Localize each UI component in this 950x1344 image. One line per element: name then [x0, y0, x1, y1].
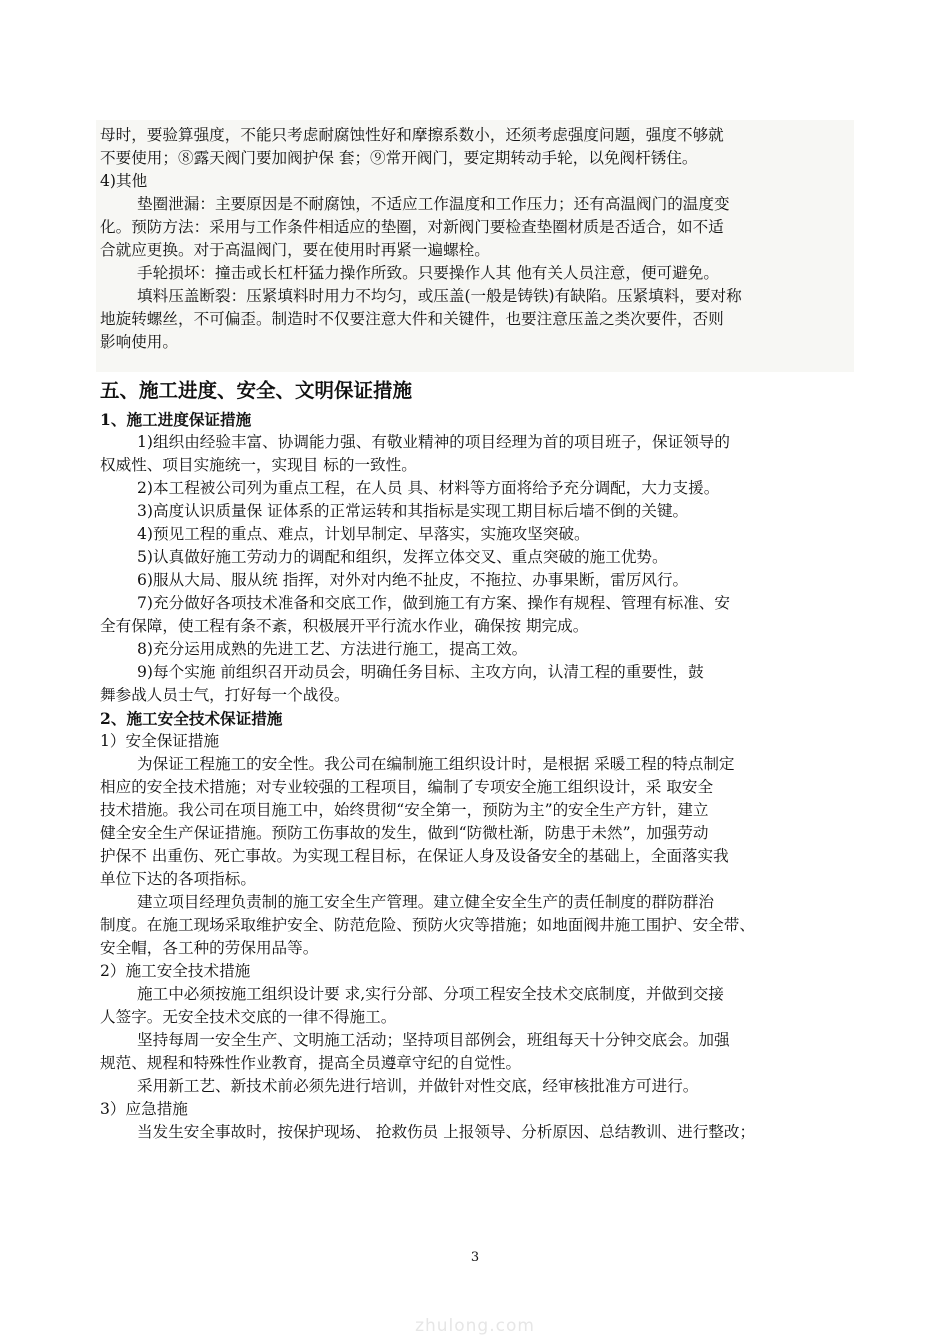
text-line: 2）施工安全技术措施: [100, 962, 251, 980]
paragraph-first-line: 2)本工程被公司列为重点工程，在人员 具、材料等方面将给予充分调配，大力支援。: [137, 479, 720, 497]
paragraph-first-line: 建立项目经理负责制的施工安全生产管理。建立健全安全生产的责任制度的群防群治: [137, 893, 714, 911]
text-line: 相应的安全技术措施；对专业较强的工程项目，编制了专项安全施工组织设计，采 取安全: [100, 778, 714, 796]
text-line: 1）安全保证措施: [100, 732, 220, 750]
text-line: 安全帽，各工种的劳保用品等。: [100, 939, 319, 957]
paragraph-first-line: 5)认真做好施工劳动力的调配和组织，发挥立体交叉、重点突破的施工优势。: [137, 548, 668, 566]
text-line: 地旋转螺丝，不可偏歪。制造时不仅要注意大件和关键件，也要注意压盖之类次要件，否则: [100, 310, 724, 328]
watermark: zhulong.com: [415, 1316, 535, 1336]
text-line: 护保不 出重伤、死亡事故。为实现工程目标，在保证人身及设备安全的基础上，全面落实我: [100, 847, 729, 865]
paragraph-first-line: 9)每个实施 前组织召开动员会，明确任务目标、主攻方向，认清工程的重要性，鼓: [137, 663, 704, 681]
paragraph-first-line: 手轮损坏：撞击或长杠杆猛力操作所致。只要操作人其 他有关人员注意，便可避免。: [137, 264, 719, 282]
document-body: [100, 124, 852, 1144]
paragraph-first-line: 坚持每周一安全生产、文明施工活动；坚持项目部例会，班组每天十分钟交底会。加强: [137, 1031, 730, 1049]
text-line: 影响使用。: [100, 333, 178, 351]
text-line: 不要使用；⑧露天阀门要加阀护保 套；⑨常开阀门，要定期转动手轮，以免阀杆锈住。: [100, 149, 698, 167]
text-line: 规范、规程和特殊性作业教育，提高全员遵章守纪的自觉性。: [100, 1054, 522, 1072]
paragraph-first-line: 为保证工程施工的安全性。我公司在编制施工组织设计时，是根据 采暖工程的特点制定: [137, 755, 735, 773]
text-line: 单位下达的各项指标。: [100, 870, 256, 888]
paragraph-first-line: 7)充分做好各项技术准备和交底工作，做到施工有方案、操作有规程、管理有标准、安: [137, 594, 730, 612]
paragraph-first-line: 当发生安全事故时，按保护现场、 抢救伤员 上报领导、分析原因、总结教训、进行整改；: [137, 1123, 756, 1141]
subsection-heading: 2、施工安全技术保证措施: [100, 709, 283, 728]
text-line: 4)其他: [100, 172, 148, 190]
text-line: 舞参战人员士气，打好每一个战役。: [100, 686, 350, 704]
paragraph-gap: [100, 354, 852, 374]
paragraph-first-line: 3)高度认识质量保 证体系的正常运转和其指标是实现工期目标后墙不倒的关键。: [137, 502, 689, 520]
text-line: 3）应急措施: [100, 1100, 188, 1118]
paragraph-first-line: 采用新工艺、新技术前必须先进行培训，并做针对性交底，经审核批准方可进行。: [137, 1077, 699, 1095]
paragraph-first-line: 4)预见工程的重点、难点，计划早制定、早落实，实施攻坚突破。: [137, 525, 590, 543]
subsection-heading: 1、施工进度保证措施: [100, 410, 252, 429]
paragraph-first-line: 6)服从大局、服从统 指挥，对外对内绝不扯皮，不拖拉、办事果断，雷厉风行。: [137, 571, 689, 589]
text-line: 技术措施。我公司在项目施工中，始终贯彻“安全第一，预防为主”的安全生产方针，建立: [100, 801, 709, 819]
paragraph-first-line: 垫圈泄漏：主要原因是不耐腐蚀，不适应工作温度和工作压力；还有高温阀门的温度变: [137, 195, 730, 213]
text-line: 人签字。无安全技术交底的一律不得施工。: [100, 1008, 397, 1026]
paragraph-first-line: 8)充分运用成熟的先进工艺、方法进行施工，提高工效。: [137, 640, 528, 658]
text-line: 全有保障，使工程有条不紊，积极展开平行流水作业，确保按 期完成。: [100, 617, 589, 635]
text-line: 母时，要验算强度，不能只考虑耐腐蚀性好和摩擦系数小，还须考虑强度问题，强度不够就: [100, 126, 724, 144]
text-line: 权威性、项目实施统一，实现目 标的一致性。: [100, 456, 417, 474]
paragraph-first-line: 填料压盖断裂：压紧填料时用力不均匀，或压盖(一般是铸铁)有缺陷。压紧填料，要对称: [137, 287, 742, 305]
paragraph-first-line: 1)组织由经验丰富、协调能力强、有敬业精神的项目经理为首的项目班子，保证领导的: [137, 433, 730, 451]
text-line: 制度。在施工现场采取维护安全、防范危险、预防火灾等措施；如地面阀井施工围护、安全带、: [100, 916, 755, 934]
text-line: 化。预防方法：采用与工作条件相适应的垫圈，对新阀门要检查垫圈材质是否适合，如不适: [100, 218, 724, 236]
page-number: 3: [470, 1250, 480, 1265]
text-line: 合就应更换。对于高温阀门，要在使用时再紧一遍螺栓。: [100, 241, 490, 259]
text-line: 健全安全生产保证措施。预防工伤事故的发生，做到“防微杜渐，防患于未然”，加强劳动: [100, 824, 709, 842]
paragraph-first-line: 施工中必须按施工组织设计要 求,实行分部、分项工程安全技术交底制度，并做到交接: [137, 985, 724, 1003]
section-heading: 五、施工进度、安全、文明保证措施: [100, 379, 413, 402]
